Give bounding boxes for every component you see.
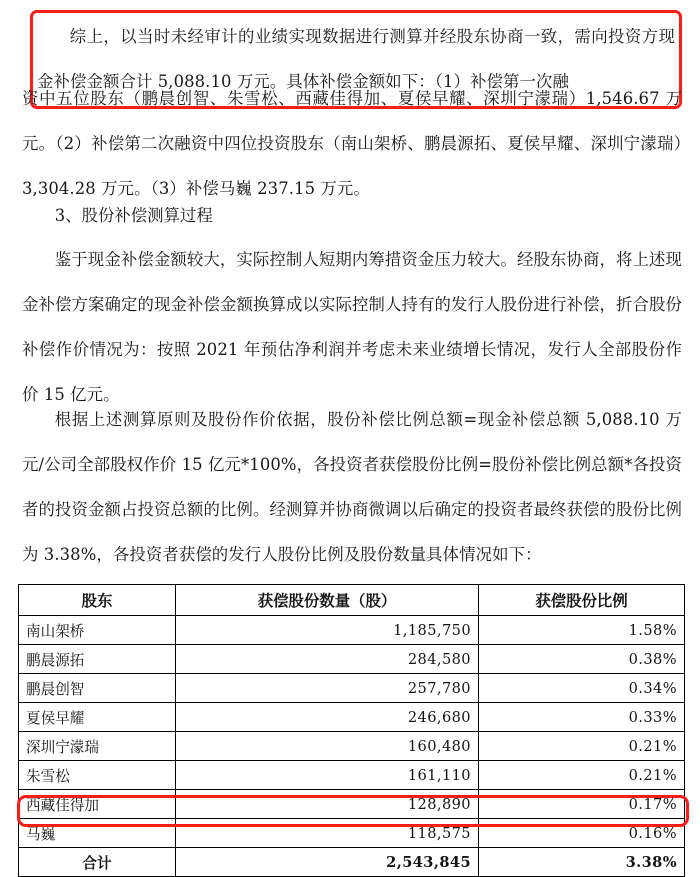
cell-share-ratio: 0.38%	[479, 645, 685, 674]
paragraph-2-block	[22, 237, 682, 417]
shares-compensation-table	[18, 584, 685, 877]
highlighted-paragraph-text: 综上，以当时未经审计的业绩实现数据进行测算并经股东协商一致，需向投资方现金补偿金额合计 5,088.10 万元。具体补偿金额如下：（1）补偿第一次融	[37, 27, 675, 91]
cell-shareholder-name: 鹏晨源拓	[19, 645, 176, 674]
cell-share-ratio: 0.17%	[479, 790, 685, 819]
cell-share-ratio: 0.21%	[479, 761, 685, 790]
cell-shareholder-name: 西藏佳得加	[19, 790, 176, 819]
cell-shareholder-name: 南山架桥	[19, 616, 176, 645]
paragraph-3-text: 根据上述测算原则及股份作价依据，股份补偿比例总额=现金补偿总额 5,088.10 万元/公司全部股权作价 15 亿元*100%，各投资者获偿股份比例=股份补偿比例总额*各投资者的投资金额占投资总额的比例。经测算并协商微调以后确定的投资者最终获偿的股份比例为 3.38%，各投资者获偿的发行人股份比例及股份数量具体情况如下：	[22, 410, 682, 564]
shares-compensation-table-wrapper	[18, 584, 684, 877]
cell-share-ratio: 0.16%	[479, 819, 685, 848]
table-row	[19, 645, 685, 674]
table-header	[19, 585, 685, 616]
cell-share-count: 161,110	[176, 761, 479, 790]
cell-share-count: 1,185,750	[176, 616, 479, 645]
column-header-shareholder: 股东	[19, 585, 176, 616]
cell-total-share-count: 2,543,845	[176, 848, 479, 877]
table-header-row	[19, 585, 685, 616]
cell-total-label: 合计	[19, 848, 176, 877]
column-header-share-count: 获偿股份数量（股）	[176, 585, 479, 616]
cell-share-count: 284,580	[176, 645, 479, 674]
cell-share-ratio: 0.34%	[479, 674, 685, 703]
cell-share-ratio: 0.33%	[479, 703, 685, 732]
table-body	[19, 616, 685, 877]
table-row	[19, 674, 685, 703]
cell-share-ratio: 1.58%	[479, 616, 685, 645]
section-heading-block	[22, 193, 682, 238]
table-row	[19, 732, 685, 761]
table-row	[19, 761, 685, 790]
section-heading-3: 3、股份补偿测算过程	[54, 206, 213, 225]
paragraph-3-block	[22, 397, 682, 577]
paragraph-2-text: 鉴于现金补偿金额较大，实际控制人短期内筹措资金压力较大。经股东协商，将上述现金补偿方案确定的现金补偿金额换算成以实际控制人持有的发行人股份进行补偿，折合股份补偿作价情况为：按照 2021 年预估净利润并考虑未来业绩增长情况，发行人全部股份作价 15 亿元。	[22, 250, 682, 404]
table-row	[19, 703, 685, 732]
cell-share-count: 118,575	[176, 819, 479, 848]
cell-share-count: 128,890	[176, 790, 479, 819]
paragraph-1-continuation-text: 资中五位股东（鹏晨创智、朱雪松、西藏佳得加、夏侯早耀、深圳宁濛瑞）1,546.67 万元。（2）补偿第二次融资中四位投资股东（南山架桥、鹏晨源拓、夏侯早耀、深圳宁濛瑞）3,304.28 万元。（3）补偿马巍 237.15 万元。	[22, 89, 682, 198]
table-row	[19, 790, 685, 819]
cell-share-count: 246,680	[176, 703, 479, 732]
table-row	[19, 819, 685, 848]
paragraph-1-continuation-block	[22, 76, 682, 211]
cell-total-share-ratio: 3.38%	[479, 848, 685, 877]
cell-share-ratio: 0.21%	[479, 732, 685, 761]
cell-share-count: 257,780	[176, 674, 479, 703]
table-total-row	[19, 848, 685, 877]
table-row	[19, 616, 685, 645]
cell-shareholder-name: 深圳宁濛瑞	[19, 732, 176, 761]
cell-shareholder-name: 朱雪松	[19, 761, 176, 790]
cell-share-count: 160,480	[176, 732, 479, 761]
cell-shareholder-name: 夏侯早耀	[19, 703, 176, 732]
column-header-share-ratio: 获偿股份比例	[479, 585, 685, 616]
cell-shareholder-name: 鹏晨创智	[19, 674, 176, 703]
cell-shareholder-name: 马巍	[19, 819, 176, 848]
